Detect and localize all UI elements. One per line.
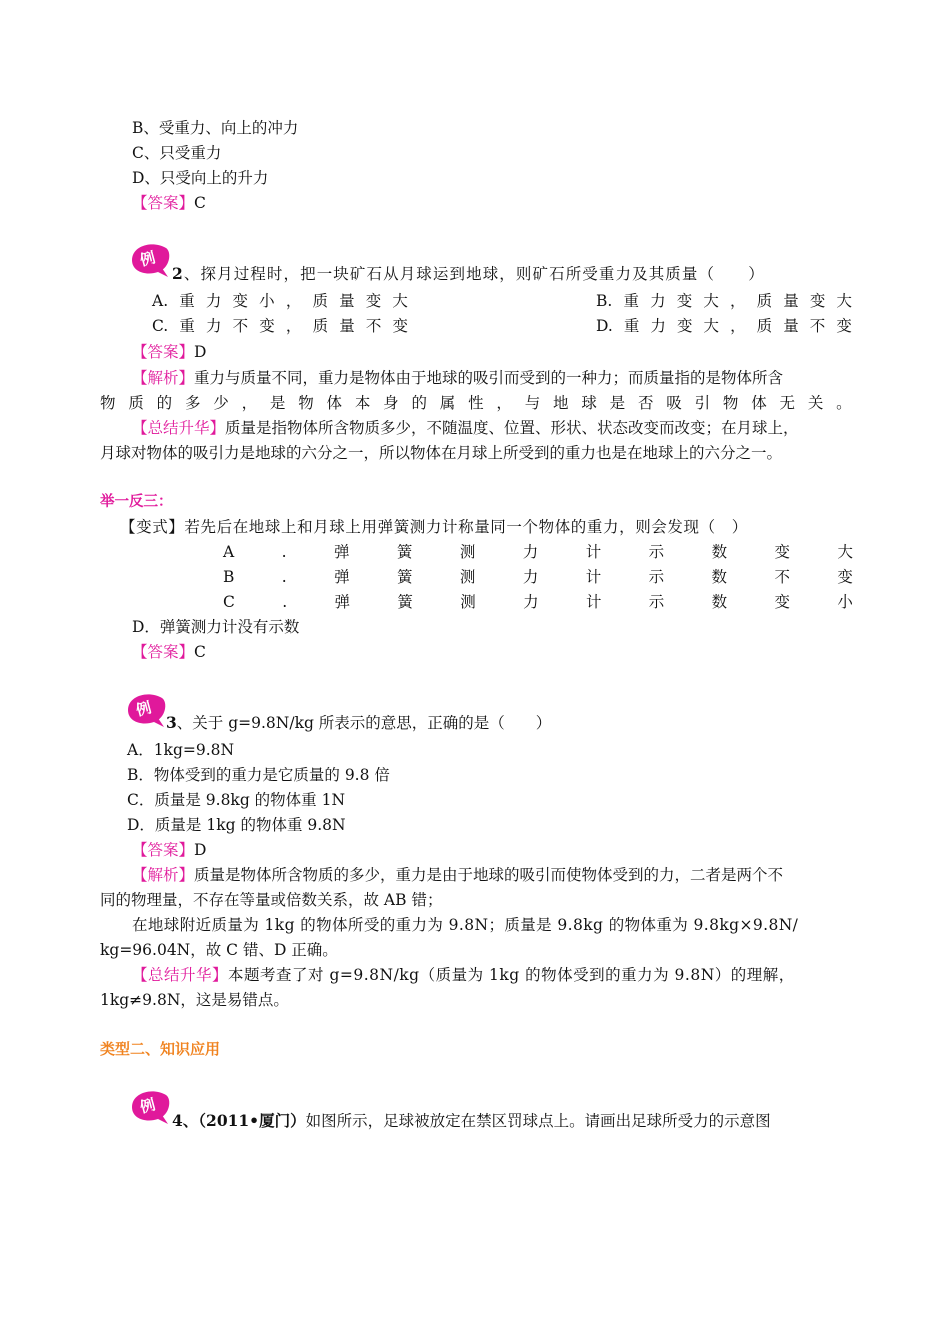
char: 是 <box>609 394 626 412</box>
char: 无 <box>779 394 796 412</box>
q2-summary-line1 <box>132 417 799 439</box>
opt-char: 力 <box>205 292 222 310</box>
question-number: 2 <box>172 264 184 283</box>
opt-char: 计 <box>585 543 602 561</box>
opt-char: D. <box>596 317 613 335</box>
opt-char: 力 <box>206 317 222 335</box>
badge-label: 例 <box>138 1095 158 1117</box>
variant-option-a <box>223 541 853 563</box>
question-text: 、探月过程时，把一块矿石从月球运到地球，则矿石所受重力及其质量（ ） <box>183 265 765 283</box>
q3-summary-line2: 1kg≠9.8N，这是易错点。 <box>100 991 289 1009</box>
opt-char: 测 <box>459 543 476 561</box>
question-number: 3 <box>166 713 177 732</box>
opt-char: C. <box>152 317 169 335</box>
char: 物 <box>298 394 314 412</box>
q3-stem <box>166 712 551 734</box>
opt-char: 示 <box>648 593 665 611</box>
opt-char: 变 <box>836 317 852 335</box>
opt-char: 大 <box>703 292 719 310</box>
opt-char: A. <box>152 292 169 310</box>
char: 与 <box>524 394 541 412</box>
opt-char: 不 <box>774 568 790 586</box>
variant-option-b <box>223 566 853 588</box>
q1-option-b: B、受重力、向上的冲力 <box>132 119 299 137</box>
opt-char: 变 <box>259 317 275 335</box>
char: 的 <box>156 394 173 412</box>
opt-char: 不 <box>365 317 382 335</box>
opt-char: 簧 <box>396 543 413 561</box>
opt-char: B <box>223 568 235 586</box>
q2-option-d <box>596 315 852 337</box>
section-heading: 类型二、知识应用 <box>100 1040 221 1058</box>
char: 属 <box>439 394 456 412</box>
answer-value: D <box>194 343 207 361</box>
q3-analysis-line2: 同的物理量，不存在等量或倍数关系，故 AB 错； <box>100 891 443 909</box>
example-badge-icon <box>128 238 172 278</box>
char: 体 <box>326 394 343 412</box>
opt-char: 质 <box>312 292 328 310</box>
summary-tag: 【总结升华】 <box>132 966 229 984</box>
char: ， <box>496 394 512 412</box>
opt-char: 量 <box>783 317 799 335</box>
opt-char: 不 <box>232 317 249 335</box>
opt-char: 数 <box>711 593 728 611</box>
q3-option-c: C．质量是 9.8kg 的物体重 1N <box>127 791 346 809</box>
char: 的 <box>411 394 427 412</box>
char: 身 <box>383 394 399 412</box>
opt-char: . <box>281 568 287 586</box>
question-source: 、（2011•厦门） <box>182 1111 306 1130</box>
char: 物 <box>722 394 739 412</box>
opt-char: ， <box>285 317 302 335</box>
answer-tag: 【答案】 <box>132 194 195 212</box>
opt-char: 测 <box>459 568 476 586</box>
opt-char: . <box>282 593 288 611</box>
opt-char: 弹 <box>334 593 351 611</box>
answer-tag: 【答案】 <box>132 343 195 361</box>
opt-char: 力 <box>523 593 539 611</box>
char: 引 <box>694 394 711 412</box>
opt-char: 变 <box>232 292 249 310</box>
char: 吸 <box>666 394 682 412</box>
variant-option-d: D．弹簧测力计没有示数 <box>132 618 300 636</box>
opt-char: 数 <box>711 543 728 561</box>
variant-stem: 【变式】若先后在地球上和月球上用弹簧测力计称量同一个物体的重力，则会发现（ ） <box>120 518 748 536</box>
analysis-text: 质量是物体所含物质的多少，重力是由于地球的吸引而使物体受到的力，二者是两个不 <box>194 866 784 884</box>
opt-char: 量 <box>339 292 355 310</box>
char: 物 <box>100 394 116 412</box>
answer-value: D <box>194 841 207 859</box>
badge-label: 例 <box>134 698 154 720</box>
q1-option-c: C、只受重力 <box>132 144 222 162</box>
summary-text: 本题考查了对 g=9.8N/kg（质量为 1kg 的物体受到的重力为 9.8N）的理解， <box>228 966 795 984</box>
opt-char: 簧 <box>397 593 413 611</box>
q2-option-b <box>596 290 852 312</box>
opt-char: A <box>223 543 235 561</box>
char: 。 <box>836 394 852 412</box>
badge-label: 例 <box>138 248 158 270</box>
opt-char: 变 <box>774 593 791 611</box>
q2-option-c <box>152 315 408 337</box>
opt-char: ， <box>730 317 746 335</box>
answer-value: C <box>194 194 206 212</box>
q3-option-b: B．物体受到的重力是它质量的 9.8 倍 <box>127 766 390 784</box>
q2-option-a <box>152 290 408 312</box>
opt-char: 大 <box>836 292 852 310</box>
q3-analysis-line3: 在地球附近质量为 1kg 的物体所受的重力为 9.8N；质量是 9.8kg 的物体重为 9.8kg×9.8N/ <box>132 916 799 934</box>
variant-heading: 举一反三： <box>100 494 173 510</box>
opt-char: 变 <box>837 568 853 586</box>
opt-char: 测 <box>460 593 476 611</box>
char: 否 <box>637 394 654 412</box>
q3-option-a: A．1kg=9.8N <box>127 741 235 759</box>
opt-char: 大 <box>837 543 853 561</box>
question-text: 、关于 g=9.8N/kg 所表示的意思，正确的是（ ） <box>176 714 552 732</box>
opt-char: 力 <box>522 568 539 586</box>
q2-analysis-line2 <box>100 392 852 414</box>
opt-char: 力 <box>522 543 539 561</box>
q1-answer <box>132 192 206 214</box>
example-badge-icon <box>124 688 168 728</box>
opt-char: 变 <box>676 292 693 310</box>
opt-char: . <box>281 543 287 561</box>
q3-option-d: D．质量是 1kg 的物体重 9.8N <box>127 816 346 834</box>
char: 地 <box>553 394 569 412</box>
char: 少 <box>213 394 229 412</box>
opt-char: 示 <box>648 568 665 586</box>
opt-char: ， <box>285 292 302 310</box>
char: ， <box>241 394 258 412</box>
opt-char: 重 <box>623 317 640 335</box>
opt-char: ， <box>729 292 746 310</box>
char: 关 <box>807 394 824 412</box>
opt-char: 数 <box>711 568 728 586</box>
summary-tag: 【总结升华】 <box>132 419 226 437</box>
q2-answer <box>132 341 206 363</box>
opt-char: 小 <box>259 292 275 310</box>
opt-char: 示 <box>648 543 665 561</box>
opt-char: 量 <box>339 317 355 335</box>
opt-char: 变 <box>365 292 382 310</box>
opt-char: 变 <box>809 292 826 310</box>
opt-char: 量 <box>783 292 799 310</box>
opt-char: 弹 <box>334 568 350 586</box>
opt-char: 簧 <box>397 568 413 586</box>
answer-tag: 【答案】 <box>132 841 195 859</box>
char: 球 <box>581 394 597 412</box>
example-badge-icon <box>128 1085 172 1125</box>
char: 多 <box>184 394 201 412</box>
analysis-tag: 【解析】 <box>132 369 195 387</box>
opt-char: 质 <box>756 317 773 335</box>
q3-answer <box>132 839 206 861</box>
opt-char: 计 <box>585 568 602 586</box>
opt-char: 质 <box>312 317 329 335</box>
q3-analysis-line1 <box>132 864 783 886</box>
opt-char: 计 <box>585 593 602 611</box>
opt-char: 重 <box>179 292 195 310</box>
q1-option-d: D、只受向上的升力 <box>132 169 269 187</box>
q2-summary-line2: 月球对物体的吸引力是地球的六分之一，所以物体在月球上所受到的重力也是在地球上的六分之一。 <box>100 444 783 462</box>
q3-analysis-line4: kg=96.04N，故 C 错、D 正确。 <box>100 941 338 959</box>
variant-answer <box>132 641 206 663</box>
analysis-tag: 【解析】 <box>132 866 195 884</box>
opt-char: 大 <box>703 317 720 335</box>
opt-char: 变 <box>676 317 693 335</box>
question-number: 4 <box>172 1111 183 1130</box>
opt-char: 大 <box>392 292 408 310</box>
q2-stem <box>172 263 765 285</box>
opt-char: 小 <box>837 593 853 611</box>
opt-char: 变 <box>392 317 408 335</box>
char: 本 <box>354 394 371 412</box>
opt-char: 力 <box>650 317 666 335</box>
opt-char: 重 <box>179 317 195 335</box>
char: 质 <box>128 394 144 412</box>
question-text: 如图所示，足球被放定在禁区罚球点上。请画出足球所受力的示意图 <box>305 1112 771 1130</box>
char: 体 <box>751 394 767 412</box>
opt-char: 力 <box>650 292 666 310</box>
char: 性 <box>468 394 484 412</box>
opt-char: 质 <box>756 292 773 310</box>
summary-text: 质量是指物体所含物质多少，不随温度、位置、形状、状态改变而改变；在月球上， <box>225 419 799 437</box>
q3-summary-line1 <box>132 964 795 986</box>
answer-tag: 【答案】 <box>132 643 195 661</box>
variant-option-c <box>223 591 853 613</box>
opt-char: 重 <box>623 292 639 310</box>
opt-char: 弹 <box>333 543 350 561</box>
opt-char: 不 <box>809 317 826 335</box>
opt-char: B. <box>596 292 613 310</box>
opt-char: C <box>223 593 235 611</box>
analysis-text: 重力与质量不同，重力是物体由于地球的吸引而受到的一种力；而质量指的是物体所含 <box>194 369 784 387</box>
q4-stem <box>172 1110 771 1132</box>
answer-value: C <box>194 643 206 661</box>
opt-char: 变 <box>774 543 791 561</box>
char: 是 <box>269 394 286 412</box>
q2-analysis-line1 <box>132 367 783 389</box>
